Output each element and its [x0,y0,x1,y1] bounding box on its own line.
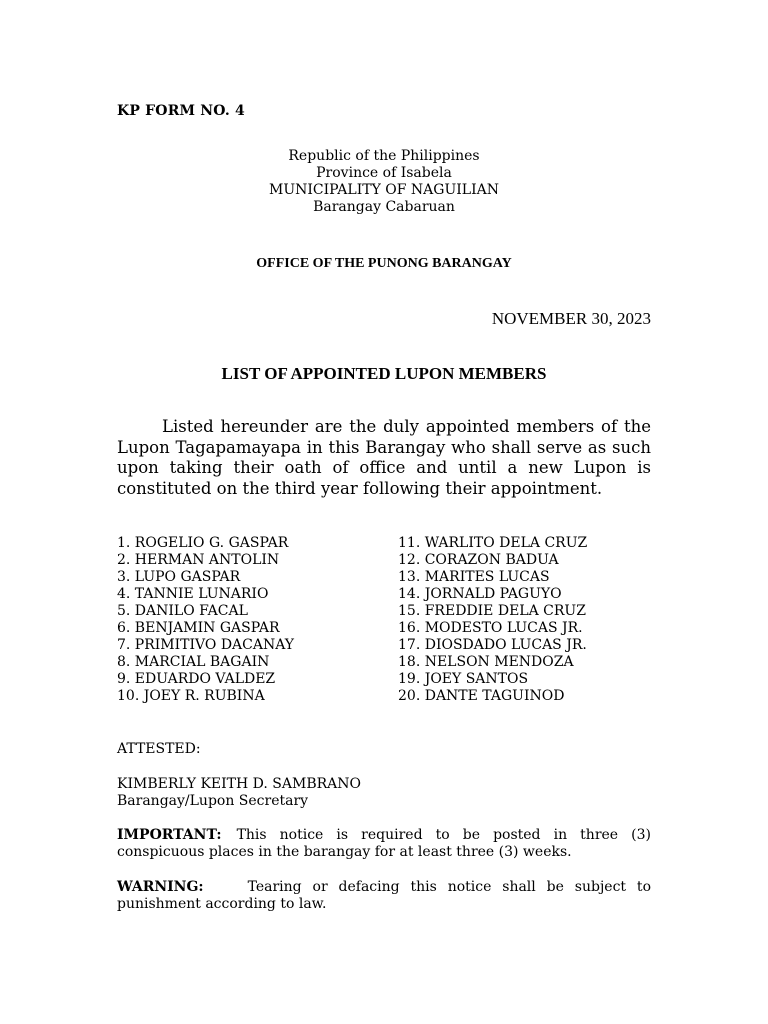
member-item: 16. MODESTO LUCAS JR. [398,620,583,636]
office-title: OFFICE OF THE PUNONG BARANGAY [256,256,512,271]
form-number: KP FORM NO. 4 [117,103,245,119]
intro-paragraph: Listed hereunder are the duly appointed members of the Lupon Tagapamayapa in this Barangay who shall serve as such upon taking their oath of office and until a new Lupon is constituted on the third year following their appointment. [117,417,651,498]
member-item: 7. PRIMITIVO DACANAY [117,637,295,653]
member-item: 19. JOEY SANTOS [398,671,529,687]
member-item: 3. LUPO GASPAR [117,569,241,585]
member-item: 4. TANNIE LUNARIO [117,586,269,602]
secretary-block [117,776,361,810]
important-notice [117,827,651,861]
member-item: 9. EDUARDO VALDEZ [117,671,276,687]
letterhead [0,148,768,216]
warning-label: WARNING: [117,879,204,895]
important-text: This notice is required to be posted in three (3) conspicuous places in the barangay for at least three (3) weeks. [117,827,651,860]
document-date: NOVEMBER 30, 2023 [491,309,651,328]
secretary-name: KIMBERLY KEITH D. SAMBRANO [117,776,362,792]
member-column-left [117,535,294,705]
member-item: 13. MARITES LUCAS [398,569,550,585]
member-item: 20. DANTE TAGUINOD [398,688,565,704]
warning-text: Tearing or defacing this notice shall be subject to punishment according to law. [117,879,651,912]
member-item: 8. MARCIAL BAGAIN [117,654,270,670]
member-item: 10. JOEY R. RUBINA [117,688,265,704]
member-item: 15. FREDDIE DELA CRUZ [398,603,586,619]
secretary-position: Barangay/Lupon Secretary [117,793,309,809]
important-label: IMPORTANT: [117,827,222,843]
member-item: 11. WARLITO DELA CRUZ [398,535,588,551]
member-column-right [398,535,587,705]
member-item: 1. ROGELIO G. GASPAR [117,535,289,551]
member-item: 5. DANILO FACAL [117,603,248,619]
member-item: 6. BENJAMIN GASPAR [117,620,280,636]
member-item: 12. CORAZON BADUA [398,552,559,568]
member-item: 14. JORNALD PAGUYO [398,586,562,602]
header-municipality: MUNICIPALITY OF NAGUILIAN [269,182,499,198]
document-title: LIST OF APPOINTED LUPON MEMBERS [221,364,547,383]
member-item: 2. HERMAN ANTOLIN [117,552,280,568]
header-barangay: Barangay Cabaruan [313,199,455,215]
header-province: Province of Isabela [316,165,452,181]
member-item: 17. DIOSDADO LUCAS JR. [398,637,587,653]
header-republic: Republic of the Philippines [288,148,480,164]
member-item: 18. NELSON MENDOZA [398,654,574,670]
attested-label: ATTESTED: [117,741,201,757]
warning-notice [117,879,651,913]
